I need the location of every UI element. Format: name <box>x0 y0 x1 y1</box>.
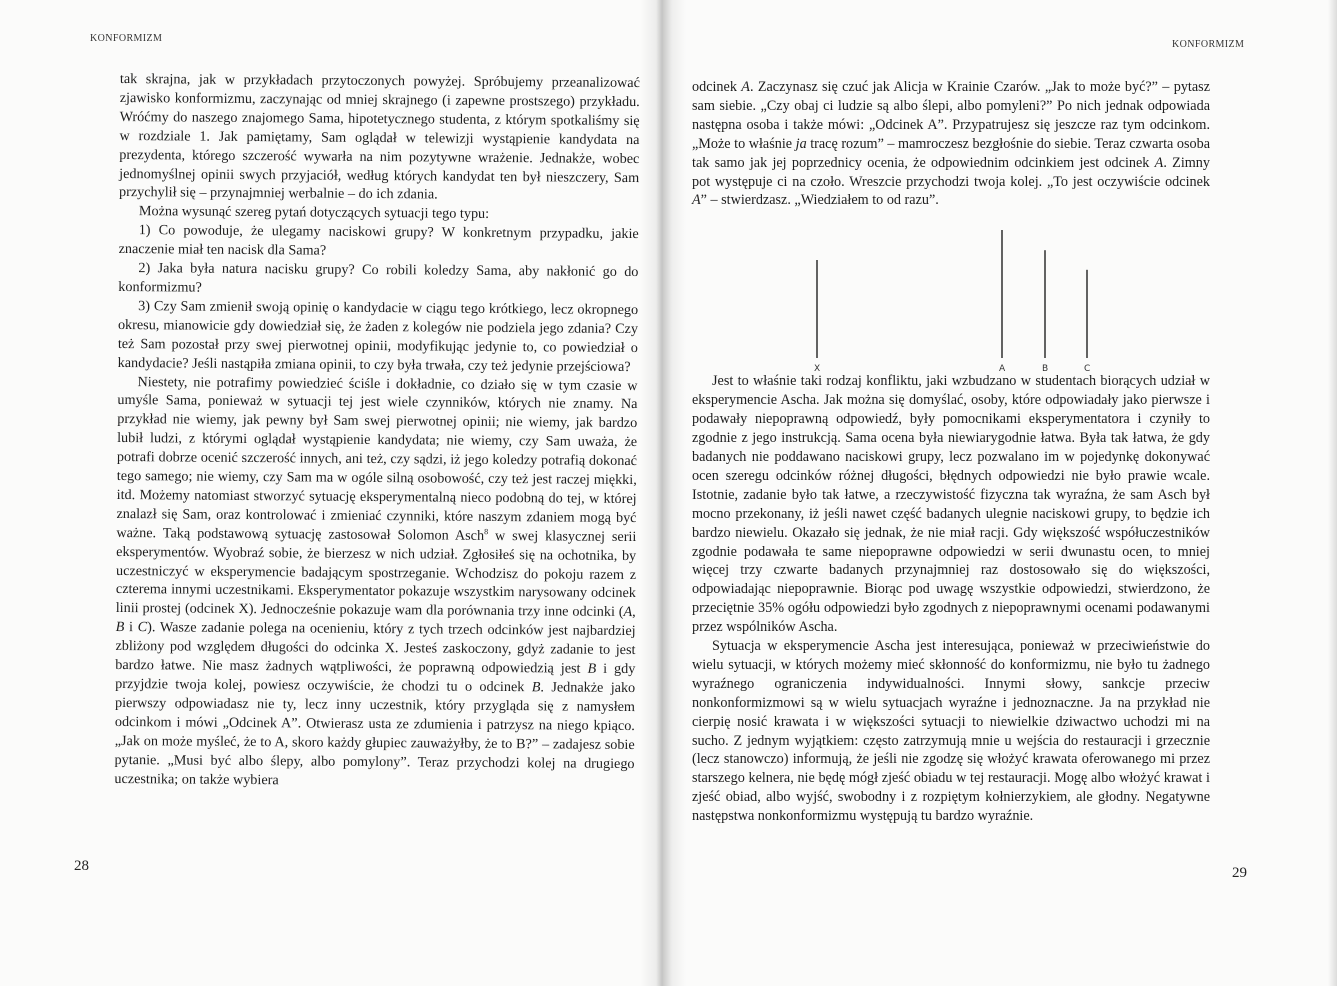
segment-label: C <box>137 619 148 636</box>
text-run: i <box>128 619 134 636</box>
text-run: ). Wasze zadanie polega na ocenieniu, który z tych trzech odcinków jest najbardziej zbliżony pod względem długości do odcinka X. Jesteś zaskoczony, gdyż zadanie to jest bardzo łatwe. Nie masz żadnych wątpliwości, że poprawną odpowiedzią jest <box>115 619 636 677</box>
text-run: . Jednakże jako pierwszy odpowiadasz nie ty, lecz inny uczestnik, który przygląda się z namysłem odcinkom i mówi „Odcinek A”. Otwierasz usta ze zdumienia i patrzysz na niego kpiąco. „Jak on może myśleć, że to A, skoro każdy głupiec zauważyłby, że to B?” – zadajesz sobie pytanie. „Musi być albo ślepy, albo pomylony”. Teraz przychodzi kolej na drugiego uczestnika; on także wybiera <box>114 679 636 788</box>
paragraph: Można wysunąć szereg pytań dotyczących sytuacji tego typu: <box>138 203 490 223</box>
paragraph: 2) Jaka była natura nacisku grupy? Co robili koledzy Sama, aby nakłonić go do konformizmu? <box>118 260 639 296</box>
asch-line-figure <box>795 230 1125 380</box>
left-running-head: KONFORMIZM <box>90 33 163 44</box>
paragraph: 3) Czy Sam zmienił swoją opinię o kandydacie w ciągu tego krótkiego, lecz okropnego okresu, mianowicie gdy dowiedział się, że żaden z kolegów nie podziela jego zdania? Czy też Sam pozostał przy swej pierwotnej opinii, modyfikując jedynie to, co powiedział o kandydacie? Jeśli nastąpiła zmiana opinii, to czy była trwała, czy też jedynie przejściowa? <box>117 298 639 375</box>
paragraph: Sytuacja w eksperymencie Ascha jest interesująca, ponieważ w przeciwieństwie do wielu sytuacji, w których możemy mieć skłonność do konformizmu, nie było tu żadnego wyraźnego ograniczenia indywidualności. Innymi słowy, sankcje przeciw nonkonformizmowi są w wielu sytuacjach wyraźne i jednoznaczne. Ja na przykład nie cierpię nosić krawata i w większości sytuacji to niewielkie dziwactwo uchodzi mi na sucho. Z jednym wyjątkiem: często zatrzymują mnie u wejścia do restauracji i grzecznie (lecz stanowczo) informują, że jeśli nie zgodzę się włożyć krawata oferowanego mi przez starszego kelnera, nie będę mógł zjeść obiadu w tej restauracji. Mogę albo włożyć krawat i zjeść obiad, albo wyjść, swobodny i z rozpiętym kołnierzykiem, ale głodny. Negatywne następstwa nonkonformizmu występują tu bardzo wyraźnie. <box>692 638 1210 825</box>
text-run: . Zaczynasz się czuć jak Alicja w Krainie Czarów. „Jak to może być?” – pytasz sam siebie. „Czy obaj ci ludzie są albo ślepi, albo pomyleni?” Po nich jednak odpowiada następna osoba i także mówi: „Odcinek A”. Przypatrujesz się jeszcze raz tym odcinkom. „Może to właśnie <box>692 79 1210 152</box>
left-page-number: 28 <box>74 858 89 874</box>
text-run: i gdy przyjdzie twoja kolej, powiesz oczywiście, że chodzi tu o odcinek <box>115 660 636 696</box>
text-run: ” – stwierdzasz. „Wiedziałem to od razu”. <box>700 192 939 209</box>
text-run: w swej klasycznej serii eksperymentów. Wyobraź sobie, że bierzesz w nich udział. Zgłosiłeś się na ochotnika, by uczestniczyć w eksperymencie badającym spostrzeganie. Wchodzisz do pokoju razem z czterema innymi uczestnikami. Eksperymentator pokazuje wszystkim narysowany odcinek linii prostej (odcinek X). Jednocześnie pokazuje wam dla porównania trzy inne odcinki ( <box>115 527 637 621</box>
paragraph: Jest to właśnie taki rodzaj konfliktu, jaki wzbudzano w studentach biorących udział w eksperymencie Ascha. Jak można się domyślać, osoby, które odpowiadały jako pierwsze i podawały niepoprawną odpowiedź, były pomocnikami eksperymentatora i czyniły to zgodnie z jego instrukcją. Sama ocena była niewiarygodnie łatwa. Była tak łatwa, że gdy badanych nie poddawano naciskowi grupy, lecz pozwalano im w pojedynkę dokonywać ocen szeregu odcinków różnej długości, błędnych odpowiedzi nie było prawie wcale. Istotnie, zadanie było tak łatwe, a rzeczywistość fizyczna tak wyraźna, że sam Asch był mocno przekonany, iż jeśli nawet część badanych ulegnie naciskowi grupy, to będzie ich bardzo niewielu. Okazało się jednak, że nie miał racji. Gdy większość współuczestników zgodnie podawała te same niepoprawne odpowiedzi w serii dwunastu ocen, to mniej więcej trzy czwarte badanych przynajmniej raz dostosowało się do większości, odpowiadając niepoprawnie. Biorąc pod uwagę wszystkie odpowiedzi, stwierdzono, że przeciętnie 35% ogółu odpowiedzi było zgodnych z niepoprawnymi ocenami podawanymi przez wspólników Ascha. <box>692 373 1210 636</box>
text-run: tracę rozum” – mamroczesz bezgłośnie do siebie. Teraz czwarta osoba tak samo jak jej poprzednicy ocenia, że odpowiednim odcinkiem jest odcinek <box>692 135 1210 171</box>
text-run: , <box>632 604 636 621</box>
text-run: odcinek <box>692 79 742 95</box>
page-edge <box>1328 0 1337 986</box>
footnote-mark: 8 <box>484 526 489 536</box>
line-segments-figure <box>795 230 1125 380</box>
text-run: Niestety, nie potrafimy powiedzieć ściśle i dokładnie, co działo się w tym czasie w umyśle Sama, ponieważ w sytuacji tej jest wiele czynników, których nie znamy. Na przykład nie wiemy, jak pewny był Sam swej pierwotnej opinii; nie wiemy, jak bardzo lubił ludzi, z którymi oglądał wystąpienie kandydata; nie wiemy, czy Sam uważa, że potrafi dobrze ocenić szczerość innych, ani też, czy sądzi, iż jego koledzy potrafią dokonać tego samego; nie wiemy, czy Sam ma w ogóle silną osobowość, czy też jest raczej miękki, itd. Możemy natomiast stworzyć sytuację eksperymentalną nieco podobną do tej, w której znalazł się Sam, oraz kontrolować i zmieniać czynniki, które naszym zdaniem mogą być ważne. Taką podstawową sytuację zastosował Solomon Asch <box>116 373 638 544</box>
right-page-text <box>692 78 1210 826</box>
paragraph <box>114 372 637 792</box>
book-gutter <box>640 0 686 986</box>
segment-label: A <box>1154 154 1164 171</box>
segment-label-x: X <box>814 364 821 374</box>
segment-label-b: B <box>1042 364 1049 374</box>
right-running-head: KONFORMIZM <box>1172 39 1245 50</box>
left-page-text <box>114 70 640 792</box>
segment-label: A <box>623 604 633 621</box>
emphasis: ja <box>795 135 807 152</box>
segment-label-c: C <box>1084 364 1091 374</box>
segment-label: A <box>741 79 750 95</box>
segment-label-a: A <box>999 364 1006 374</box>
paragraph: 1) Co powoduje, że ulegamy naciskowi grupy? W konkretnym przypadku, jakie znaczenie miał ten nacisk dla Sama? <box>118 222 639 259</box>
segment-label: B <box>531 679 541 696</box>
segment-label: A <box>692 192 701 209</box>
segment-label: B <box>587 660 597 677</box>
paragraph <box>692 78 1210 210</box>
right-page-number: 29 <box>1232 865 1247 881</box>
segment-label: B <box>115 619 125 636</box>
paragraph: tak skrajna, jak w przykładach przytoczonych powyżej. Spróbujemy przeanalizować zjawisko konformizmu, zaczynając od mniej skrajnego (i zapewne prostszego) przykładu. Wróćmy do naszego znajomego Sama, hipotetycznego studenta, z którym spotkaliśmy się w rozdziale 1. Jak pamiętamy, Sam oglądał w telewizji wystąpienie kandydata na prezydenta, którego szczerość wywarła na nim pozytywne wrażenie. Jednakże, wobec jednomyślnej opinii swych przyjaciół, według których kandydat ten był nieszczery, Sam przychylił się – przynajmniej werbalnie – do ich zdania. <box>118 70 640 203</box>
text-run: . Zimny pot występuje ci na czoło. Wreszcie przychodzi twoja kolej. „To jest oczywiście odcinek <box>692 154 1210 190</box>
